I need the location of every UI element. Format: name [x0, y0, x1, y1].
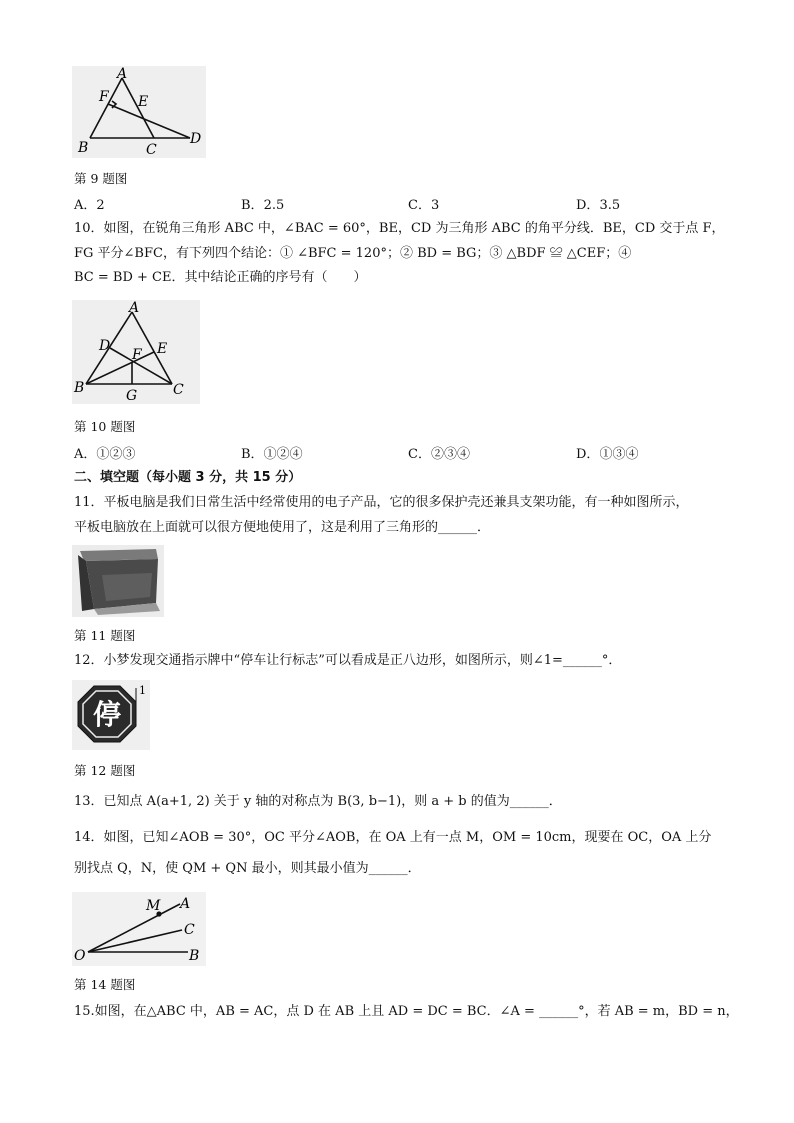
- q9-option-d: D．3.5: [576, 198, 621, 213]
- q10-label-A: A: [129, 300, 140, 316]
- q9-label-E: E: [138, 94, 149, 110]
- q9-label-B: B: [78, 140, 89, 156]
- q10-label-F: F: [132, 347, 142, 363]
- q10-label-E: E: [157, 341, 168, 357]
- q11-stem-line1: 11．平板电脑是我们日常生活中经常使用的电子产品，它的很多保护壳还兼具支架功能，有一种如图所示，: [74, 495, 689, 510]
- q14-stem-line2: 别找点 Q，N，使 QM + QN 最小，则其最小值为______．: [74, 861, 421, 876]
- q14-stem-line1: 14．如图，已知∠AOB = 30°，OC 平分∠AOB，在 OA 上有一点 M，OM = 10cm，现要在 OC，OA 上分: [74, 830, 712, 845]
- q11-stem-line2: 平板电脑放在上面就可以很方便地使用了，这是利用了三角形的______．: [74, 520, 491, 535]
- q14-label-M: M: [146, 898, 161, 914]
- q9-label-D: D: [190, 131, 202, 147]
- section-2-heading: 二、填空题（每小题 3 分，共 15 分）: [74, 470, 302, 485]
- q10-label-D: D: [99, 338, 111, 354]
- q10-stem-line2: FG 平分∠BFC，有下列四个结论：① ∠BFC = 120°；② BD = BG；③ △BDF ≌ △CEF；④: [74, 246, 632, 261]
- q9-option-a: A．2: [74, 198, 105, 213]
- q14-label-A: A: [180, 896, 191, 912]
- q14-figure: [72, 892, 206, 966]
- q12-angle-label: 1: [139, 684, 146, 697]
- q10-option-b: B．①②④: [241, 447, 303, 462]
- q9-figure: [72, 66, 206, 158]
- q9-label-C: C: [146, 142, 157, 158]
- q9-label-F: F: [99, 89, 109, 105]
- q9-option-b: B．2.5: [241, 198, 285, 213]
- q14-label-O: O: [74, 948, 86, 964]
- q9-option-c: C．3: [408, 198, 440, 213]
- q10-stem-line3: BC = BD + CE．其中结论正确的序号有（ ）: [74, 270, 367, 285]
- q10-option-c: C．②③④: [408, 447, 470, 462]
- q12-stop-sign-figure: [72, 680, 150, 750]
- q10-caption: 第 10 题图: [74, 419, 136, 434]
- q11-tablet-photo: [72, 545, 164, 617]
- q10-figure: [72, 300, 200, 404]
- q10-label-B: B: [74, 380, 85, 396]
- q9-label-A: A: [117, 66, 128, 82]
- q10-option-d: D．①③④: [576, 447, 639, 462]
- q14-label-C: C: [184, 922, 195, 938]
- q9-caption: 第 9 题图: [74, 171, 128, 186]
- q11-caption: 第 11 题图: [74, 628, 136, 643]
- q10-stem-line1: 10．如图，在锐角三角形 ABC 中，∠BAC = 60°，BE，CD 为三角形 ABC 的角平分线．BE，CD 交于点 F，: [74, 221, 725, 236]
- q15-stem-line1: 15.如图，在△ABC 中，AB = AC，点 D 在 AB 上且 AD = DC = BC．∠A = ______°，若 AB = m，BD = n，: [74, 1004, 739, 1019]
- q13-stem-line1: 13．已知点 A(a+1, 2) 关于 y 轴的对称点为 B(3, b−1)，则 a + b 的值为______．: [74, 794, 562, 809]
- q12-stem-line1: 12．小梦发现交通指示牌中“停车让行标志”可以看成是正八边形，如图所示，则∠1=______°．: [74, 653, 622, 668]
- q12-sign-character: 停: [92, 698, 122, 731]
- q10-label-G: G: [126, 388, 138, 404]
- q10-label-C: C: [173, 382, 184, 398]
- q14-caption: 第 14 题图: [74, 977, 136, 992]
- q14-label-B: B: [189, 948, 200, 964]
- q10-option-a: A．①②③: [74, 447, 136, 462]
- q12-caption: 第 12 题图: [74, 763, 136, 778]
